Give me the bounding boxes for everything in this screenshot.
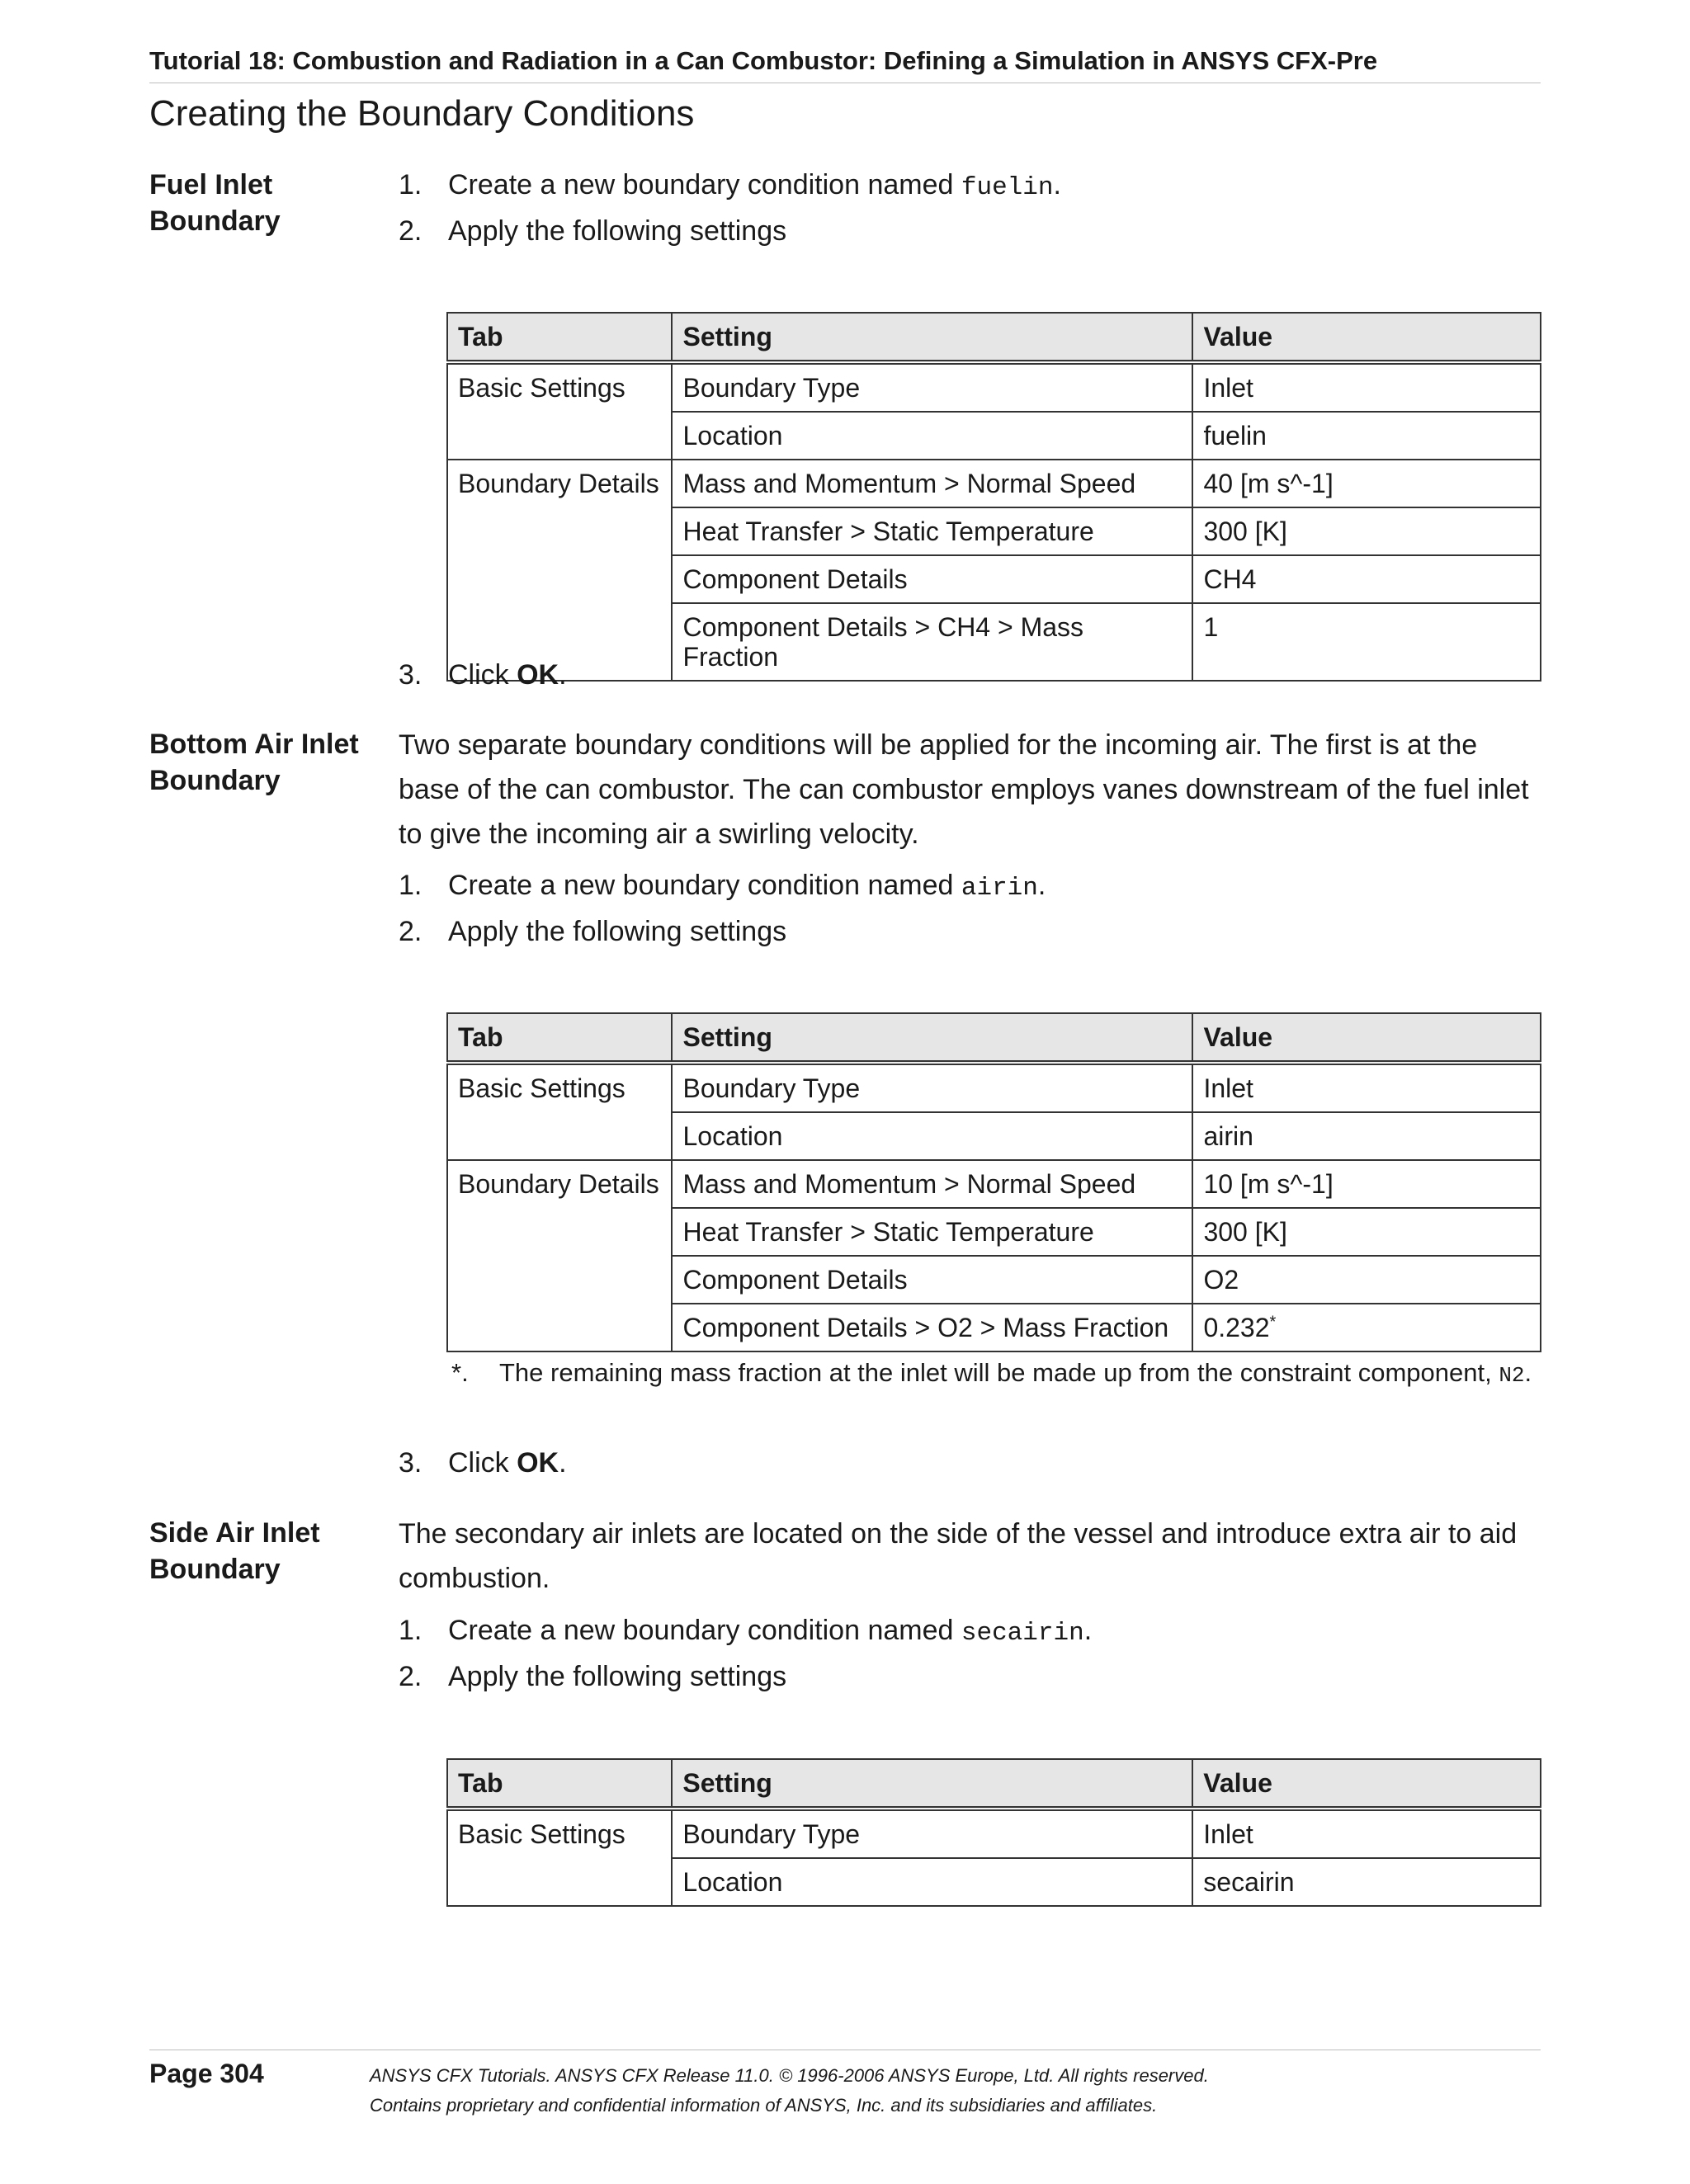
step-text: Click (448, 1447, 517, 1479)
value-cell: Inlet (1192, 1809, 1541, 1858)
bottom-air-inlet-step-2 (399, 908, 1542, 955)
value-cell (1192, 1304, 1541, 1351)
step-punct: . (1053, 169, 1061, 200)
value-cell: fuelin (1192, 412, 1541, 460)
setting-cell: Component Details > O2 > Mass Fraction (672, 1304, 1192, 1351)
footer-copyright (370, 2061, 1209, 2120)
step-number: 2. (399, 916, 422, 947)
bottom-air-inlet-label-line1: Bottom Air Inlet (149, 729, 359, 760)
running-header: Tutorial 18: Combustion and Radiation in a Can Combustor: Defining a Simulation in ANSYS CFX-Pre (149, 45, 1541, 83)
table-row (447, 1809, 1541, 1858)
fuel-inlet-settings-table (446, 312, 1541, 682)
step-text: Apply the following settings (448, 1661, 787, 1692)
step-number: 2. (399, 1661, 422, 1692)
side-air-inlet-intro: The secondary air inlets are located on the side of the vessel and introduce extra air to aid combustion. (399, 1518, 1518, 1594)
ok-label: OK (517, 1447, 559, 1479)
footnote-text: The remaining mass fraction at the inlet will be made up from the constraint component, (499, 1358, 1499, 1387)
setting-cell: Boundary Type (672, 362, 1192, 412)
value-cell: Inlet (1192, 362, 1541, 412)
fuel-inlet-table-wrapper (446, 312, 1541, 682)
table-row (447, 460, 1541, 507)
tab-cell: Basic Settings (447, 1063, 672, 1160)
value-cell: 300 [K] (1192, 1208, 1541, 1256)
side-air-inlet-label-line1: Side Air Inlet (149, 1517, 320, 1549)
side-air-inlet-step-2 (399, 1653, 1542, 1700)
value-cell: 10 [m s^-1] (1192, 1160, 1541, 1208)
setting-cell: Component Details (672, 555, 1192, 603)
fuel-inlet-step-3 (399, 652, 1542, 698)
step-number: 2. (399, 215, 422, 247)
footer-line-1: ANSYS CFX Tutorials. ANSYS CFX Release 11.0. © 1996-2006 ANSYS Europe, Ltd. All rights reserved. (370, 2065, 1209, 2086)
setting-cell: Mass and Momentum > Normal Speed (672, 1160, 1192, 1208)
step-text: Click (448, 659, 517, 691)
bottom-air-inlet-settings-table (446, 1012, 1541, 1352)
header-value: Value (1192, 313, 1541, 362)
setting-cell: Component Details > CH4 > Mass Fraction (672, 603, 1192, 681)
setting-cell: Boundary Type (672, 1063, 1192, 1112)
header-value: Value (1192, 1759, 1541, 1809)
tab-cell: Basic Settings (447, 362, 672, 460)
header-value: Value (1192, 1013, 1541, 1063)
value-cell: O2 (1192, 1256, 1541, 1304)
ok-label: OK (517, 659, 559, 691)
bottom-air-inlet-step-1 (399, 862, 1542, 912)
footnote-ref: * (1269, 1313, 1277, 1332)
boundary-name-code: secairin (961, 1619, 1084, 1648)
setting-cell: Location (672, 412, 1192, 460)
setting-cell: Heat Transfer > Static Temperature (672, 507, 1192, 555)
bottom-air-inlet-label-line2: Boundary (149, 765, 281, 796)
step-text: Apply the following settings (448, 215, 787, 247)
header-tab: Tab (447, 313, 672, 362)
footnote (451, 1356, 1543, 1392)
value-cell: airin (1192, 1112, 1541, 1160)
tab-cell: Boundary Details (447, 460, 672, 681)
fuel-inlet-step-1 (399, 162, 1542, 211)
step-punct: . (1083, 1615, 1093, 1646)
fuel-inlet-label-line2: Boundary (149, 205, 281, 237)
setting-cell: Component Details (672, 1256, 1192, 1304)
side-air-inlet-label (149, 1515, 389, 1587)
side-air-inlet-table-wrapper (446, 1758, 1541, 1907)
step-text: Create a new boundary condition named (448, 1615, 961, 1646)
boundary-name-code: airin (961, 874, 1038, 903)
value-cell: CH4 (1192, 555, 1541, 603)
side-air-inlet-settings-table (446, 1758, 1541, 1907)
boundary-name-code: fuelin (961, 173, 1054, 202)
step-text: Create a new boundary condition named (448, 169, 961, 200)
header-setting: Setting (672, 1013, 1192, 1063)
setting-cell: Mass and Momentum > Normal Speed (672, 460, 1192, 507)
step-text: Create a new boundary condition named (448, 870, 961, 901)
side-air-inlet-label-line2: Boundary (149, 1554, 281, 1585)
step-number: 1. (399, 169, 422, 200)
header-tab: Tab (447, 1759, 672, 1809)
footnote-mark: *. (451, 1358, 469, 1387)
bottom-air-inlet-table-wrapper (446, 1012, 1541, 1352)
setting-cell: Location (672, 1112, 1192, 1160)
footnote-punct: . (1524, 1358, 1532, 1387)
fuel-inlet-step-2 (399, 208, 1542, 254)
step-number: 3. (399, 659, 422, 691)
table-row (447, 1063, 1541, 1112)
value-cell: 1 (1192, 603, 1541, 681)
table-header-row (447, 1013, 1541, 1063)
step-punct: . (559, 659, 567, 691)
table-header-row (447, 1759, 1541, 1809)
fuel-inlet-label (149, 167, 389, 239)
table-header-row (447, 313, 1541, 362)
tab-cell: Boundary Details (447, 1160, 672, 1351)
step-number: 1. (399, 870, 422, 901)
value-cell: Inlet (1192, 1063, 1541, 1112)
setting-cell: Location (672, 1858, 1192, 1906)
bottom-air-inlet-step-3 (399, 1440, 1542, 1486)
table-row (447, 1160, 1541, 1208)
bottom-air-inlet-label (149, 726, 389, 799)
tab-cell: Basic Settings (447, 1809, 672, 1906)
header-setting: Setting (672, 1759, 1192, 1809)
step-punct: . (559, 1447, 567, 1479)
page-number: Page 304 (149, 2059, 264, 2088)
value-cell: 300 [K] (1192, 507, 1541, 555)
step-text: Apply the following settings (448, 916, 787, 947)
side-air-inlet-step-1 (399, 1607, 1542, 1657)
footnote-code: N2 (1499, 1363, 1525, 1388)
step-number: 1. (399, 1615, 422, 1646)
setting-cell: Heat Transfer > Static Temperature (672, 1208, 1192, 1256)
header-setting: Setting (672, 313, 1192, 362)
header-tab: Tab (447, 1013, 672, 1063)
table-row (447, 362, 1541, 412)
step-punct: . (1037, 870, 1046, 901)
value-cell: secairin (1192, 1858, 1541, 1906)
setting-cell: Boundary Type (672, 1809, 1192, 1858)
fuel-inlet-label-line1: Fuel Inlet (149, 169, 273, 200)
value-cell: 40 [m s^-1] (1192, 460, 1541, 507)
value-text: 0.232 (1203, 1313, 1270, 1342)
footer-line-2: Contains proprietary and confidential information of ANSYS, Inc. and its subsidiaries and affiliates. (370, 2095, 1158, 2116)
step-number: 3. (399, 1447, 422, 1479)
section-title: Creating the Boundary Conditions (149, 93, 695, 134)
bottom-air-inlet-intro: Two separate boundary conditions will be applied for the incoming air. The first is at the base of the can combustor. The can combustor employs vanes downstream of the fuel inlet to give the incoming air a swirling velocity. (399, 729, 1529, 850)
